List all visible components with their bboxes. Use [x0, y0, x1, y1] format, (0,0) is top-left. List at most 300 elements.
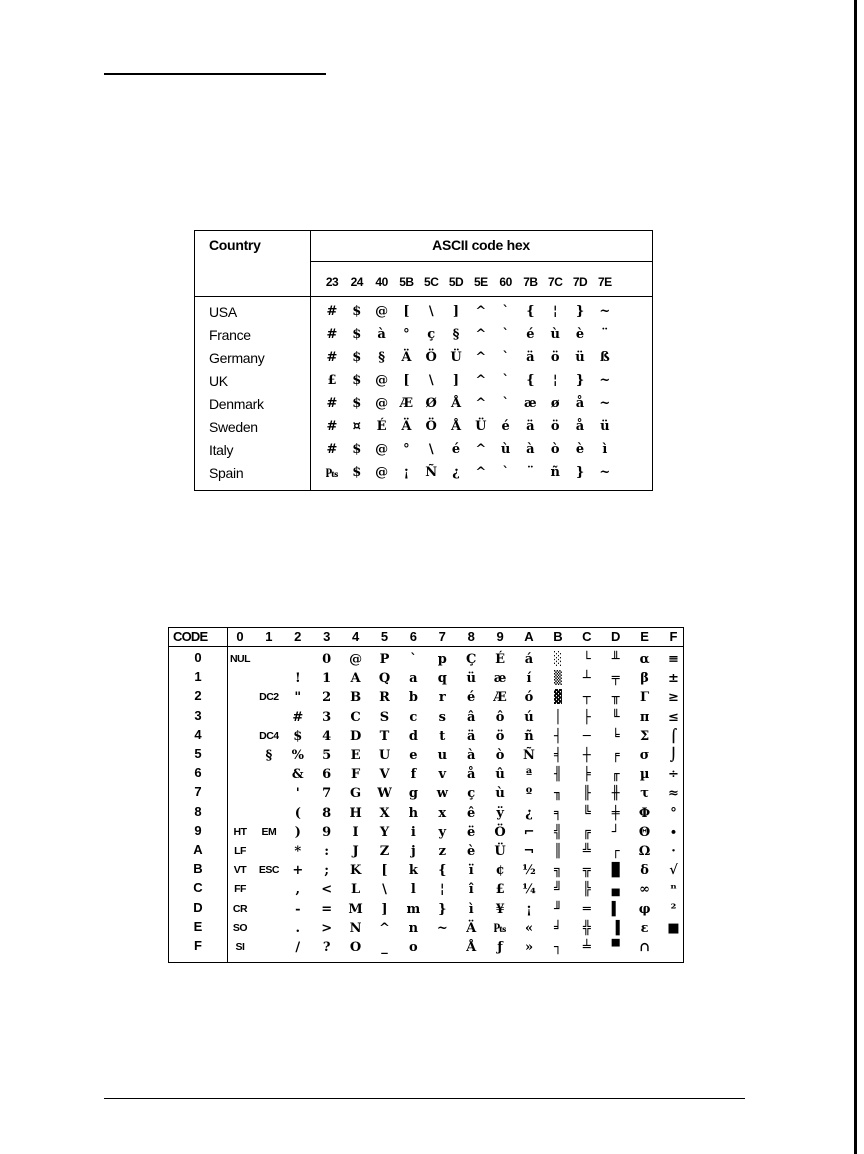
code-column-header: F: [669, 629, 678, 644]
code-char-cell: τ: [640, 786, 649, 802]
code-char-cell: M: [348, 901, 363, 917]
country-char-cell: @: [375, 465, 389, 480]
code-char-cell: ▐: [611, 920, 620, 936]
code-char-cell: ²: [670, 901, 677, 917]
code-char-cell: ▒: [553, 671, 562, 687]
country-char-cell: @: [375, 304, 389, 319]
code-char-cell: h: [408, 805, 419, 821]
code-char-cell: `: [410, 652, 417, 667]
code-char-cell: Q: [378, 671, 391, 687]
country-char-cell: `: [502, 327, 509, 342]
code-char-cell: ╣: [553, 824, 562, 840]
code-char-cell: K: [349, 863, 362, 879]
code-char-cell: π: [639, 709, 650, 725]
code-column-header: E: [640, 629, 649, 644]
country-char-cell: Ä: [401, 419, 412, 434]
code-char-cell: «: [524, 920, 534, 936]
code-char-cell: m: [406, 901, 421, 917]
code-char-cell: σ: [639, 748, 650, 763]
code-char-cell: å: [466, 767, 476, 783]
code-char-cell: ¬: [523, 844, 535, 859]
hex-code-header: 7C: [548, 275, 563, 289]
country-char-cell: ¨: [601, 327, 609, 342]
code-char-cell: o: [409, 940, 418, 955]
code-char-cell: c: [409, 709, 418, 725]
country-char-cell: }: [575, 304, 585, 319]
country-char-cell: ~: [599, 304, 611, 319]
code-char-cell: Ü: [494, 844, 506, 859]
code-column-header: 2: [294, 629, 302, 644]
code-char-cell: °: [670, 805, 677, 821]
code-char-cell: ┌: [611, 844, 620, 859]
code-char-cell: ñ: [524, 728, 534, 744]
code-column-header: 9: [496, 629, 504, 644]
code-char-cell: ƒ: [497, 940, 503, 955]
code-char-cell: HT: [233, 825, 247, 838]
code-char-cell: ü: [466, 671, 476, 687]
country-name: Sweden: [209, 419, 258, 435]
country-char-cell: Æ: [399, 396, 414, 411]
code-char-cell: ╦: [582, 863, 591, 879]
code-char-cell: i: [410, 824, 416, 840]
country-char-cell: ^: [475, 304, 487, 319]
code-char-cell: ░: [553, 652, 562, 667]
code-char-cell: Ö: [494, 824, 506, 840]
code-char-cell: ESC: [258, 864, 279, 877]
code-row-header: E: [193, 918, 203, 934]
code-row-header: 9: [194, 822, 202, 838]
country-name: UK: [209, 373, 228, 389]
country-char-cell: `: [502, 350, 509, 365]
country-char-cell: \: [428, 442, 434, 457]
code-char-cell: T: [379, 728, 390, 744]
code-char-cell: ≤: [668, 709, 679, 725]
country-char-cell: §: [378, 350, 385, 365]
country-char-cell: É: [376, 419, 387, 434]
code-char-cell: &: [291, 767, 304, 783]
code-char-cell: ¿: [525, 805, 533, 821]
country-char-cell: #: [326, 304, 338, 319]
code-char-cell: ;: [324, 863, 330, 879]
country-char-cell: °: [403, 327, 410, 342]
code-char-cell: ╛: [553, 920, 562, 936]
code-char-cell: Θ: [638, 824, 651, 840]
code-char-cell: ▄: [611, 882, 620, 898]
code-char-cell: ≈: [668, 786, 679, 802]
country-char-cell: $: [352, 327, 362, 342]
code-char-cell: ╓: [611, 767, 620, 783]
code-char-cell: 5: [322, 748, 332, 763]
country-char-cell: °: [403, 442, 410, 457]
country-char-cell: #: [326, 327, 338, 342]
code-char-cell: <: [321, 882, 333, 898]
code-char-cell: ±: [668, 671, 679, 687]
country-char-cell: ~: [599, 465, 611, 480]
country-char-cell: Ä: [401, 350, 412, 365]
code-char-cell: x: [438, 805, 447, 821]
code-char-cell: ₧: [493, 920, 507, 936]
country-char-cell: è: [575, 442, 585, 457]
country-char-cell: ^: [475, 442, 487, 457]
country-char-cell: ì: [602, 442, 608, 457]
code-char-cell: k: [408, 863, 418, 879]
code-char-cell: ú: [524, 709, 534, 725]
code-char-cell: (: [294, 805, 301, 821]
code-char-cell: ╟: [582, 786, 591, 802]
code-char-cell: √: [669, 863, 678, 879]
country-char-cell: }: [575, 465, 585, 480]
code-corner-label: CODE: [173, 629, 208, 644]
code-char-cell: É: [495, 652, 506, 667]
country-char-cell: ñ: [550, 465, 560, 480]
code-char-cell: ╕: [553, 805, 562, 821]
top-rule: [104, 73, 326, 75]
code-char-cell: ê: [467, 805, 476, 821]
code-char-cell: ╝: [553, 882, 562, 898]
country-char-cell: ~: [599, 396, 611, 411]
country-char-cell: \: [428, 373, 434, 388]
code-char-cell: LF: [234, 845, 246, 857]
code-char-cell: Å: [466, 940, 477, 955]
code-char-cell: ⁿ: [670, 882, 677, 898]
code-char-cell: ╨: [611, 652, 620, 667]
code-char-cell: ,: [295, 882, 301, 898]
code-char-cell: >: [321, 920, 333, 936]
code-char-cell: V: [379, 767, 390, 783]
code-char-cell: F: [350, 767, 361, 783]
table-divider: [310, 261, 652, 262]
code-char-cell: Σ: [639, 728, 650, 744]
country-char-cell: [: [403, 304, 410, 319]
code-column-header: 0: [236, 629, 244, 644]
code-char-cell: û: [495, 767, 505, 783]
code-row-header: B: [193, 861, 203, 877]
code-char-cell: á: [524, 652, 534, 667]
code-char-cell: æ: [493, 671, 507, 687]
code-column-header: 3: [323, 629, 331, 644]
country-name: USA: [209, 304, 237, 320]
code-char-cell: ≡: [668, 652, 679, 667]
code-char-cell: ▀: [611, 940, 620, 955]
hex-code-header: 7D: [572, 275, 588, 289]
code-char-cell: ╩: [582, 844, 591, 859]
code-char-cell: ó: [524, 690, 534, 706]
code-char-cell: 9: [322, 824, 332, 840]
code-char-cell: %: [291, 748, 304, 763]
country-char-cell: ß: [599, 350, 610, 365]
code-char-cell: n: [408, 920, 419, 936]
code-row-header: D: [193, 899, 203, 915]
country-char-cell: Ü: [475, 419, 487, 434]
code-char-cell: ┐: [553, 940, 562, 955]
code-char-cell: Z: [379, 844, 390, 859]
code-char-cell: ┴: [582, 671, 591, 687]
country-char-cell: ù: [500, 442, 511, 457]
code-char-cell: ╪: [611, 805, 620, 821]
country-char-cell: ^: [475, 396, 487, 411]
table-divider: [195, 296, 652, 297]
country-char-cell: ^: [475, 465, 487, 480]
country-char-cell: ö: [550, 419, 560, 434]
country-char-cell: Å: [450, 419, 462, 434]
code-row-header: 2: [194, 688, 202, 704]
code-char-cell: à: [466, 748, 476, 763]
country-char-cell: $: [352, 304, 362, 319]
country-char-cell: é: [526, 327, 535, 342]
code-char-cell: EM: [261, 825, 277, 838]
code-char-cell: ': [295, 786, 300, 802]
hex-code-header: 7E: [597, 275, 612, 289]
code-char-cell: ⌐: [523, 824, 535, 840]
country-char-cell: ¤: [352, 419, 361, 434]
code-char-cell: O: [349, 940, 362, 955]
hex-code-header: 23: [325, 275, 339, 289]
code-char-cell: SO: [232, 921, 248, 934]
code-char-cell: !: [294, 671, 301, 687]
country-char-cell: ¡: [403, 465, 410, 480]
country-char-cell: #: [326, 396, 338, 411]
code-column-header: D: [610, 629, 621, 644]
hex-code-header: 40: [375, 275, 388, 289]
code-char-cell: ·: [671, 844, 676, 859]
country-name: Germany: [209, 350, 265, 366]
country-char-cell: `: [502, 373, 509, 388]
country-char-cell: Ü: [450, 350, 462, 365]
country-char-cell: Ö: [425, 350, 437, 365]
code-char-cell: ∩: [639, 940, 651, 955]
code-char-cell: +: [292, 863, 304, 879]
code-char-cell: µ: [639, 767, 650, 783]
character-code-table: [168, 627, 684, 963]
code-char-cell: $: [293, 728, 303, 744]
code-row-header: 8: [194, 803, 202, 819]
code-char-cell: w: [436, 786, 448, 802]
code-char-cell: ≥: [668, 690, 679, 706]
code-char-cell: *: [294, 844, 302, 859]
code-char-cell: ö: [495, 728, 505, 744]
code-char-cell: DC4: [259, 729, 279, 742]
code-column-header: A: [524, 629, 534, 644]
country-char-cell: $: [352, 396, 362, 411]
code-char-cell: ║: [553, 844, 562, 859]
code-char-cell: VT: [233, 864, 247, 877]
code-char-cell: J: [352, 844, 359, 859]
code-row-header: A: [193, 842, 203, 857]
code-char-cell: ~: [436, 920, 448, 936]
country-char-cell: ^: [475, 350, 487, 365]
code-char-cell: .: [295, 920, 301, 936]
country-char-cell: @: [375, 373, 389, 388]
code-char-cell: £: [495, 882, 505, 898]
code-char-cell: ╢: [553, 767, 562, 783]
country-char-cell: \: [428, 304, 434, 319]
code-char-cell: ╥: [611, 690, 620, 706]
code-char-cell: é: [467, 690, 476, 706]
code-char-cell: ë: [467, 824, 476, 840]
code-char-cell: î: [468, 882, 474, 898]
country-char-cell: $: [352, 350, 362, 365]
country-char-cell: å: [575, 419, 585, 434]
country-char-cell: #: [326, 350, 338, 365]
code-char-cell: ╒: [611, 748, 620, 763]
code-char-cell: â: [466, 709, 476, 725]
country-char-cell: ä: [526, 350, 535, 365]
country-char-cell: ö: [550, 350, 560, 365]
code-column-header: 4: [351, 629, 360, 644]
country-char-cell: ù: [550, 327, 560, 342]
country-char-cell: ¿: [452, 465, 460, 480]
code-char-cell: 4: [322, 728, 332, 744]
code-row-header: F: [194, 938, 202, 953]
code-char-cell: g: [408, 786, 418, 802]
code-char-cell: ┤: [553, 728, 562, 744]
country-char-cell: æ: [524, 396, 537, 411]
country-char-cell: ä: [526, 419, 535, 434]
code-char-cell: ¥: [495, 901, 505, 917]
country-char-cell: Å: [450, 396, 462, 411]
code-char-cell: t: [439, 728, 446, 744]
country-char-cell: ₧: [325, 466, 339, 481]
code-char-cell: ┘: [611, 824, 620, 840]
code-char-cell: 7: [322, 786, 332, 802]
code-char-cell: z: [438, 844, 446, 859]
country-column-header: Country: [209, 237, 261, 253]
code-char-cell: d: [408, 728, 418, 744]
country-name: Spain: [209, 465, 244, 481]
code-char-cell: A: [350, 671, 361, 687]
code-char-cell: 2: [322, 690, 332, 706]
hex-code-header: 5C: [424, 275, 439, 289]
code-char-cell: í: [526, 671, 532, 687]
code-char-cell: ╔: [582, 824, 591, 840]
code-char-cell: R: [379, 690, 390, 706]
code-char-cell: 6: [322, 767, 332, 783]
country-char-cell: Ö: [425, 419, 437, 434]
code-column-header: 1: [265, 629, 273, 644]
code-char-cell: U: [378, 748, 391, 763]
code-char-cell: ╙: [611, 709, 620, 725]
code-char-cell: ╞: [582, 767, 591, 783]
code-char-cell: ì: [468, 901, 474, 917]
code-char-cell: -: [295, 901, 301, 917]
table-divider: [310, 231, 311, 490]
code-char-cell: e: [409, 748, 418, 763]
country-char-cell: ]: [452, 373, 460, 388]
code-char-cell: ╗: [553, 863, 562, 879]
code-char-cell: ε: [640, 920, 649, 936]
hex-code-header: 5B: [399, 275, 414, 289]
code-char-cell: Ç: [466, 652, 477, 667]
code-char-cell: █: [611, 863, 620, 879]
code-char-cell: ▓: [553, 690, 562, 706]
code-char-cell: ╜: [553, 901, 562, 917]
code-row-header: 3: [194, 707, 202, 723]
code-char-cell: ô: [495, 709, 505, 725]
code-char-cell: └: [582, 652, 591, 667]
code-row-header: 5: [194, 746, 202, 761]
hex-code-header: 24: [350, 275, 363, 289]
code-char-cell: ½: [522, 863, 536, 879]
code-char-cell: ª: [525, 767, 533, 783]
code-char-cell: ï: [468, 863, 474, 879]
code-char-cell: Æ: [493, 690, 507, 706]
code-char-cell: {: [438, 863, 447, 879]
code-char-cell: ┬: [582, 690, 591, 706]
code-char-cell: φ: [638, 901, 651, 917]
code-column-header: 6: [409, 629, 417, 644]
code-char-cell: ■: [667, 920, 680, 936]
code-char-cell: s: [438, 709, 446, 725]
country-char-cell: [: [403, 373, 410, 388]
country-char-cell: è: [575, 327, 585, 342]
code-char-cell: ç: [467, 786, 476, 802]
code-char-cell: δ: [640, 863, 649, 879]
code-char-cell: ╧: [582, 940, 591, 955]
code-char-cell: ╠: [582, 882, 591, 898]
hex-code-header: 5E: [473, 275, 488, 289]
code-char-cell: _: [381, 940, 388, 955]
country-char-cell: }: [575, 373, 585, 388]
country-char-cell: Ñ: [425, 465, 438, 480]
code-char-cell: ä: [466, 728, 476, 744]
country-char-cell: #: [326, 419, 338, 434]
country-name: France: [209, 327, 251, 343]
country-char-cell: {: [526, 373, 535, 388]
code-char-cell: FF: [234, 883, 246, 896]
country-char-cell: ç: [427, 327, 436, 342]
code-row-header: 6: [194, 765, 202, 781]
bottom-rule: [104, 1098, 745, 1099]
country-char-cell: ~: [599, 373, 611, 388]
code-char-cell: ): [294, 824, 301, 840]
country-char-cell: é: [501, 419, 510, 434]
code-char-cell: CR: [232, 902, 248, 915]
code-column-header: 5: [380, 629, 389, 644]
country-character-table: [194, 230, 653, 491]
code-char-cell: q: [437, 671, 447, 687]
code-column-header: 7: [438, 629, 446, 644]
code-char-cell: C: [350, 709, 361, 725]
code-column-header: B: [553, 629, 563, 644]
code-char-cell: Y: [379, 824, 390, 840]
country-char-cell: $: [352, 465, 362, 480]
country-char-cell: ü: [600, 419, 610, 434]
code-char-cell: l: [410, 882, 416, 898]
code-char-cell: Γ: [639, 690, 650, 706]
hex-code-header: 7B: [523, 275, 538, 289]
code-char-cell: ¢: [495, 863, 505, 879]
country-char-cell: @: [375, 442, 389, 457]
country-char-cell: #: [326, 442, 338, 457]
code-char-cell: DC2: [259, 691, 279, 704]
hex-code-header: 5D: [448, 275, 464, 289]
code-char-cell: ╘: [611, 728, 620, 744]
code-char-cell: v: [438, 767, 447, 783]
code-row-header: 4: [194, 726, 202, 742]
code-char-cell: ├: [582, 709, 591, 725]
code-char-cell: ╚: [582, 805, 591, 821]
code-char-cell: r: [438, 690, 446, 706]
code-char-cell: ⌡: [669, 748, 678, 763]
code-char-cell: j: [411, 844, 416, 859]
code-char-cell: W: [377, 786, 392, 802]
country-char-cell: ]: [452, 304, 460, 319]
country-char-cell: à: [377, 327, 386, 342]
country-char-cell: §: [452, 327, 460, 342]
code-char-cell: ò: [495, 748, 505, 763]
code-char-cell: ": [294, 690, 302, 706]
country-char-cell: `: [502, 465, 509, 480]
